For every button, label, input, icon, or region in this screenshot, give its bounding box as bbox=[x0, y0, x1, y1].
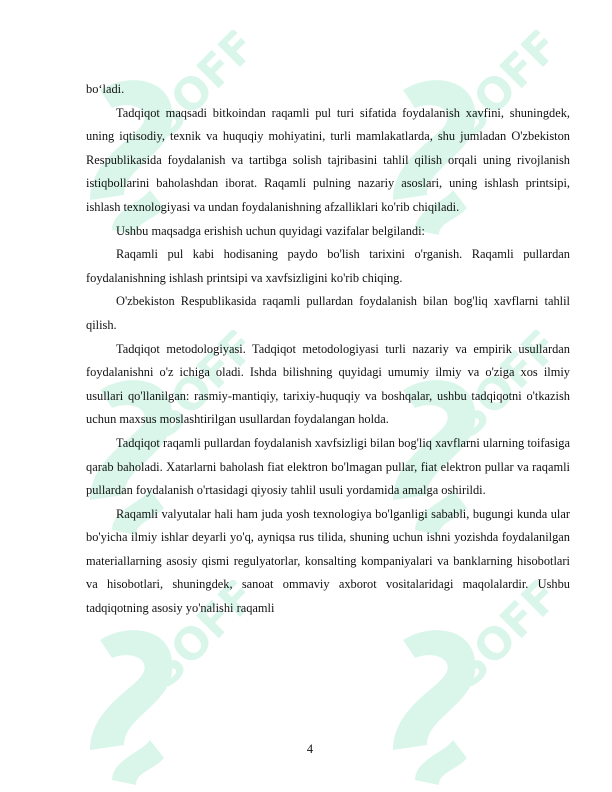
paragraph-task-history: Raqamli pul kabi hodisaning paydo bo'lish tarixini o'rganish. Raqamli pullardan foydalanishning ishlash printsipi va xavfsizligini ko'rib chiqing. bbox=[86, 247, 570, 285]
svg-text:SOFF: SOFF bbox=[138, 30, 252, 148]
svg-text:SOFF: SOFF bbox=[138, 580, 252, 698]
paragraph-research-goal: Tadqiqot maqsadi bitkoindan raqamli pul turi sifatida foydalanish xavfini, shuningdek, uning iqtisodiy, texnik va huquqiy mohiyatini, turli mamlakatlarda, shu jumladan O'zbekiston Respublikasida foydalanish va tartibga solish tajribasini tahlil qilish orqali uning rivojlanish istiqbollarini baholashdan iborat. Raqamli pulning nazariy asoslari, uning ishlash printsipi, ishlash texnologiyasi va undan foydalanishning afzalliklari ko'rib chiqiladi. bbox=[86, 105, 570, 214]
paragraph-risk-assessment: Tadqiqot raqamli pullardan foydalanish xavfsizligi bilan bog'liq xavflarni ularning toifasiga qarab baholadi. Xatarlarni baholash fiat elektron bo'lmagan pullar, fiat elektron pullar va raqamli pullardan foydalanish o'rtasidagi qiyosiy tahlil usuli yordamida amalga oshirildi. bbox=[86, 435, 570, 498]
svg-text:SOFF: SOFF bbox=[441, 30, 555, 148]
paragraph-methodology: Tadqiqot metodologiyasi. Tadqiqot metodologiyasi turli nazariy va empirik usullardan foydalanishni o'z ichiga oladi. Ishda bilishning quyidagi umumiy ilmiy va o'ziga xos ilmiy usullari qo'llanilgan: rasmiy-mantiqiy, tarixiy-huquqiy va boshqalar, ushbu tadqiqotni o'tkazish uchun maxsus moslashtirilgan usullardan foydalangan holda. bbox=[86, 341, 570, 427]
paragraph-sources: Raqamli valyutalar hali ham juda yosh texnologiya bo'lganligi sababli, bugungi kunda ular bo'yicha ilmiy ishlar deyarli yo'q, ayniqsa rus tilida, shuning uchun ishni yozishda foydalanilgan materiallarning asosiy qismi regulyatorlar, konsalting kompaniyalari va banklarning hisobotlari va hisobotlari, shuningdek, sanoat ommaviy axborot vositalaridagi maqolalardir. Ushbu tadqiqotning asosiy yo'nalishi raqamli bbox=[86, 506, 570, 616]
svg-text:SOFF: SOFF bbox=[138, 330, 252, 448]
svg-text:SOFF: SOFF bbox=[441, 330, 555, 448]
paragraph-tasks-intro: Ushbu maqsadga erishish uchun quyidagi vazifalar belgilandi: bbox=[116, 223, 425, 238]
svg-text:SOFF: SOFF bbox=[441, 580, 555, 698]
paragraph-task-risks: O'zbekiston Respublikasida raqamli pullardan foydalanish bilan bog'liq xavflarni tahlil qilish. bbox=[86, 294, 570, 332]
paragraph-continued: bo‘ladi. bbox=[86, 82, 125, 96]
body-text bbox=[86, 78, 570, 621]
page-number: 4 bbox=[306, 742, 314, 756]
